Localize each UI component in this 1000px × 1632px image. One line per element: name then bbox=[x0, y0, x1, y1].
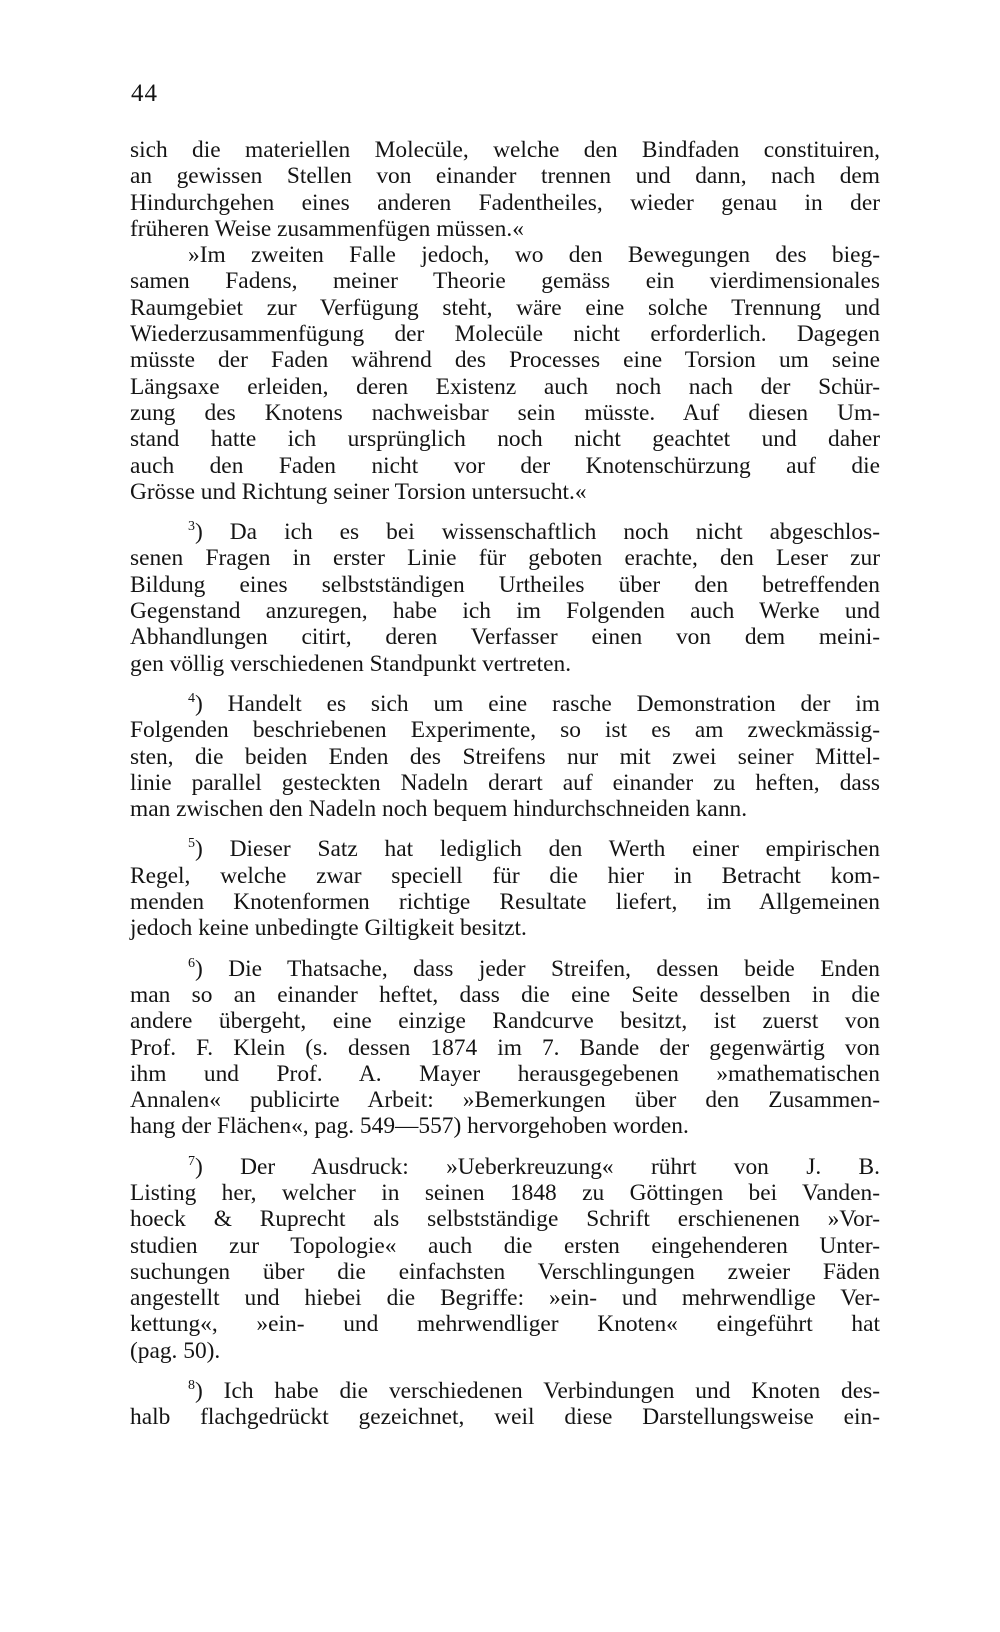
text-line: $^6$) Die Thatsache, dass jeder Streifen, dessen beide Enden bbox=[188, 955, 880, 982]
text-line: Folgenden beschriebenen Experimente, so ist es am zweckmässig- bbox=[130, 717, 880, 744]
text-line: sich die materiellen Molecüle, welche den Bindfaden constituiren, bbox=[130, 137, 880, 163]
page-number: 44 bbox=[131, 80, 158, 107]
text-line: ihm und Prof. A. Mayer herausgegebenen »mathematischen bbox=[130, 1060, 880, 1087]
text-line: Regel, welche zwar speciell für die hier in Betracht kom- bbox=[130, 862, 880, 889]
footnote-marker: 5 bbox=[188, 836, 195, 852]
text-line: sten, die beiden Enden des Streifens nur mit zwei seiner Mittel- bbox=[130, 743, 880, 770]
text-line: $^3$) Da ich es bei wissenschaftlich noch nicht abgeschlos- bbox=[188, 519, 880, 546]
text-line: menden Knotenformen richtige Resultate liefert, im Allgemeinen bbox=[130, 889, 880, 916]
text-line: man so an einander heftet, dass die eine Seite desselben in die bbox=[130, 981, 880, 1008]
text-line: $^8$) Ich habe die verschiedenen Verbindungen und Knoten des- bbox=[188, 1378, 880, 1405]
text-line: früheren Weise zusammenfügen müssen.« bbox=[130, 215, 524, 242]
footnote-6 bbox=[130, 956, 880, 1140]
text-line: halb flachgedrückt gezeichnet, weil diese Darstellungsweise ein- bbox=[130, 1404, 880, 1431]
body-text bbox=[130, 137, 880, 1431]
text-line: $^4$) Handelt es sich um eine rasche Demonstration der im bbox=[188, 690, 880, 717]
footnote-marker: 7 bbox=[188, 1153, 195, 1169]
text-line: linie parallel gesteckten Nadeln derart auf einander zu heften, dass bbox=[130, 769, 880, 796]
text-line: Längsaxe erleiden, deren Existenz auch noch nach der Schür- bbox=[130, 373, 880, 400]
text-line: Abhandlungen citirt, deren Verfasser einen von dem meini- bbox=[130, 624, 880, 651]
footnote-5 bbox=[130, 836, 880, 941]
footnote-7 bbox=[130, 1154, 880, 1364]
text-line: samen Fadens, meiner Theorie gemäss ein vierdimensionales bbox=[130, 268, 880, 295]
text-line: Prof. F. Klein (s. dessen 1874 im 7. Bande der gegenwärtig von bbox=[130, 1034, 880, 1061]
text-line: senen Fragen in erster Linie für geboten erachte, den Leser zur bbox=[130, 545, 880, 572]
text-line: gen völlig verschiedenen Standpunkt vertreten. bbox=[130, 650, 572, 677]
text-line: an gewissen Stellen von einander trennen und dann, nach dem bbox=[130, 163, 880, 190]
text-line: stand hatte ich ursprünglich noch nicht geachtet und daher bbox=[130, 426, 880, 453]
text-line: hoeck & Ruprecht als selbstständige Schrift erschienenen »Vor- bbox=[130, 1206, 880, 1233]
footnote-4 bbox=[130, 691, 880, 822]
footnote-marker: 3 bbox=[188, 519, 195, 535]
text-line: man zwischen den Nadeln noch bequem hindurchschneiden kann. bbox=[130, 796, 748, 823]
text-line: müsste der Faden während des Processes eine Torsion um seine bbox=[130, 347, 880, 374]
text-line: Gegenstand anzuregen, habe ich im Folgenden auch Werke und bbox=[130, 598, 880, 625]
paragraph-quote bbox=[130, 242, 880, 505]
footnote-marker: 4 bbox=[188, 690, 195, 706]
text-line: kettung«, »ein- und mehrwendliger Knoten« eingeführt hat bbox=[130, 1311, 880, 1338]
text-line: studien zur Topologie« auch die ersten eingehenderen Unter- bbox=[130, 1232, 880, 1259]
text-line: Raumgebiet zur Verfügung steht, wäre eine solche Trennung und bbox=[130, 294, 880, 321]
paragraph-continuation bbox=[130, 137, 880, 242]
text-line: suchungen über die einfachsten Verschlingungen zweier Fäden bbox=[130, 1258, 880, 1285]
text-line: andere übergeht, eine einzige Randcurve besitzt, ist zuerst von bbox=[130, 1008, 880, 1035]
text-line: $^5$) Dieser Satz hat lediglich den Werth einer empirischen bbox=[188, 836, 880, 863]
text-line: Annalen« publicirte Arbeit: »Bemerkungen über den Zusammen- bbox=[130, 1087, 880, 1114]
text-line: zung des Knotens nachweisbar sein müsste. Auf diesen Um- bbox=[130, 399, 880, 426]
text-line: (pag. 50). bbox=[130, 1337, 221, 1364]
text-line: angestellt und hiebei die Begriffe: »ein- und mehrwendlige Ver- bbox=[130, 1285, 880, 1312]
text-line: Bildung eines selbstständigen Urtheiles über den betreffenden bbox=[130, 571, 880, 598]
text-line: Wiederzusammenfügung der Molecüle nicht erforderlich. Dagegen bbox=[130, 321, 880, 348]
text-line: Listing her, welcher in seinen 1848 zu Göttingen bei Vanden- bbox=[130, 1179, 880, 1206]
text-line: Hindurchgehen eines anderen Fadentheiles, wieder genau in der bbox=[130, 189, 880, 216]
text-line: jedoch keine unbedingte Giltigkeit besitzt. bbox=[130, 915, 527, 942]
footnote-8 bbox=[130, 1378, 880, 1431]
text-line: »Im zweiten Falle jedoch, wo den Bewegungen des bieg- bbox=[188, 242, 880, 269]
text-line: Grösse und Richtung seiner Torsion untersucht.« bbox=[130, 478, 587, 505]
text-line: hang der Flächen«, pag. 549—557) hervorgehoben worden. bbox=[130, 1113, 689, 1140]
footnote-marker: 6 bbox=[188, 955, 195, 971]
footnote-3 bbox=[130, 519, 880, 677]
text-line: $^7$) Der Ausdruck: »Ueberkreuzung« rührt von J. B. bbox=[188, 1153, 880, 1180]
footnote-marker: 8 bbox=[188, 1378, 195, 1394]
text-line: auch den Faden nicht vor der Knotenschürzung auf die bbox=[130, 452, 880, 479]
